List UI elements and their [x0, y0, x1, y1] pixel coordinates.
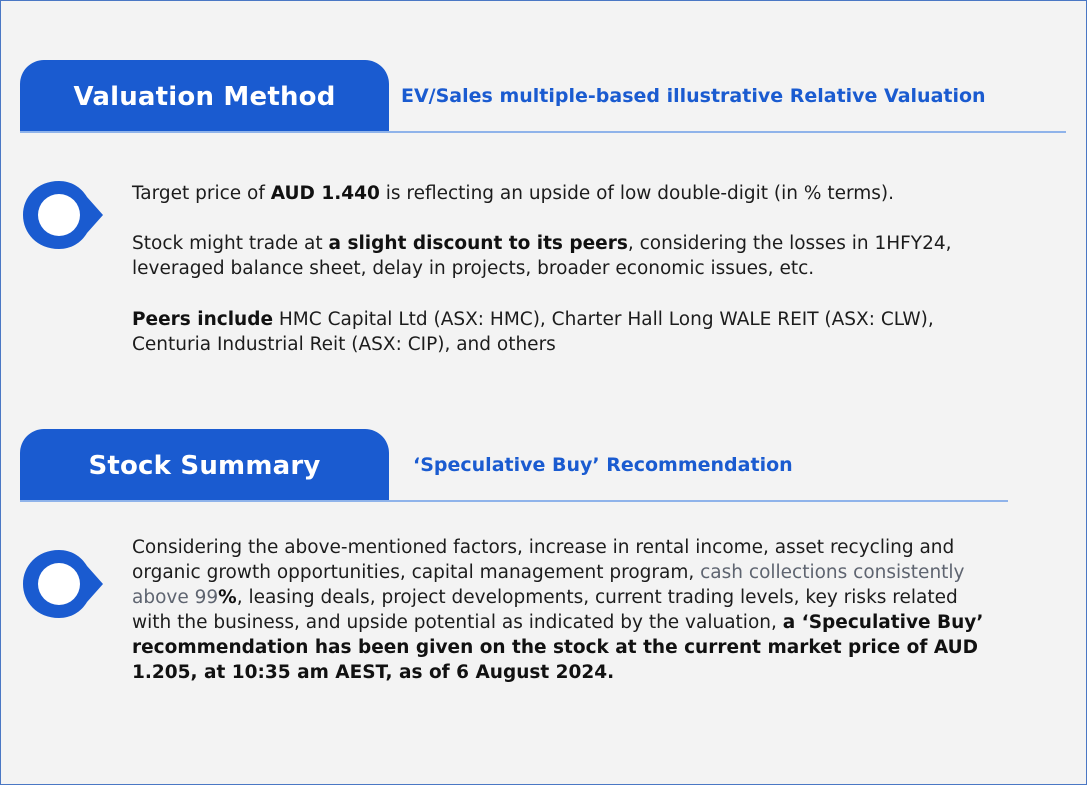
- target-price-paragraph: [132, 181, 1002, 206]
- location-pin-icon: [19, 177, 107, 253]
- discount-paragraph: [132, 231, 1002, 281]
- stock-summary-tab: [20, 429, 389, 502]
- peers-list: HMC Capital Ltd (ASX: HMC), Charter Hall Long WALE REIT (ASX: CLW), Centuria Industrial Reit (ASX: CIP), and others: [132, 309, 934, 355]
- upside-text: is reflecting an upside of low double-digit (in % terms).: [379, 183, 895, 204]
- valuation-method-title: Valuation Method: [73, 81, 336, 112]
- valuation-method-tab: [20, 60, 389, 133]
- discount-emphasis: a slight discount to its peers: [328, 233, 628, 254]
- section-divider: [20, 131, 1066, 133]
- cash-collections-text: cash collections consistently above 99: [132, 562, 965, 608]
- valuation-method-subtitle: EV/Sales multiple-based illustrative Relative Valuation: [401, 85, 986, 107]
- summary-factors-continued: , leasing deals, project developments, current trading levels, key risks related with the business, and upside potential as indicated by the valuation,: [132, 587, 958, 633]
- discount-reasons: , considering the losses in 1HFY24, leveraged balance sheet, delay in projects, broader economic issues, etc.: [132, 233, 952, 279]
- stock-summary-subtitle: ‘Speculative Buy’ Recommendation: [413, 454, 793, 476]
- recommendation-statement: a ‘Speculative Buy’ recommendation has been given on the stock at the current market price of AUD 1.205, at 10:35 am AEST, as of 6 August 2024.: [132, 612, 984, 683]
- stock-summary-title: Stock Summary: [88, 450, 321, 481]
- target-price-text: Target price of: [132, 183, 271, 204]
- target-price-value: AUD 1.440: [270, 183, 380, 204]
- discount-intro: Stock might trade at: [132, 233, 329, 254]
- location-pin-icon: [19, 546, 107, 622]
- summary-factors: Considering the above-mentioned factors, increase in rental income, asset recycling and organic growth opportunities, capital management program,: [132, 537, 955, 583]
- peers-paragraph: [132, 307, 1002, 357]
- section-divider: [20, 500, 1008, 502]
- percent-sign: %: [218, 587, 237, 608]
- summary-paragraph: [132, 535, 992, 685]
- peers-label: Peers include: [132, 309, 274, 330]
